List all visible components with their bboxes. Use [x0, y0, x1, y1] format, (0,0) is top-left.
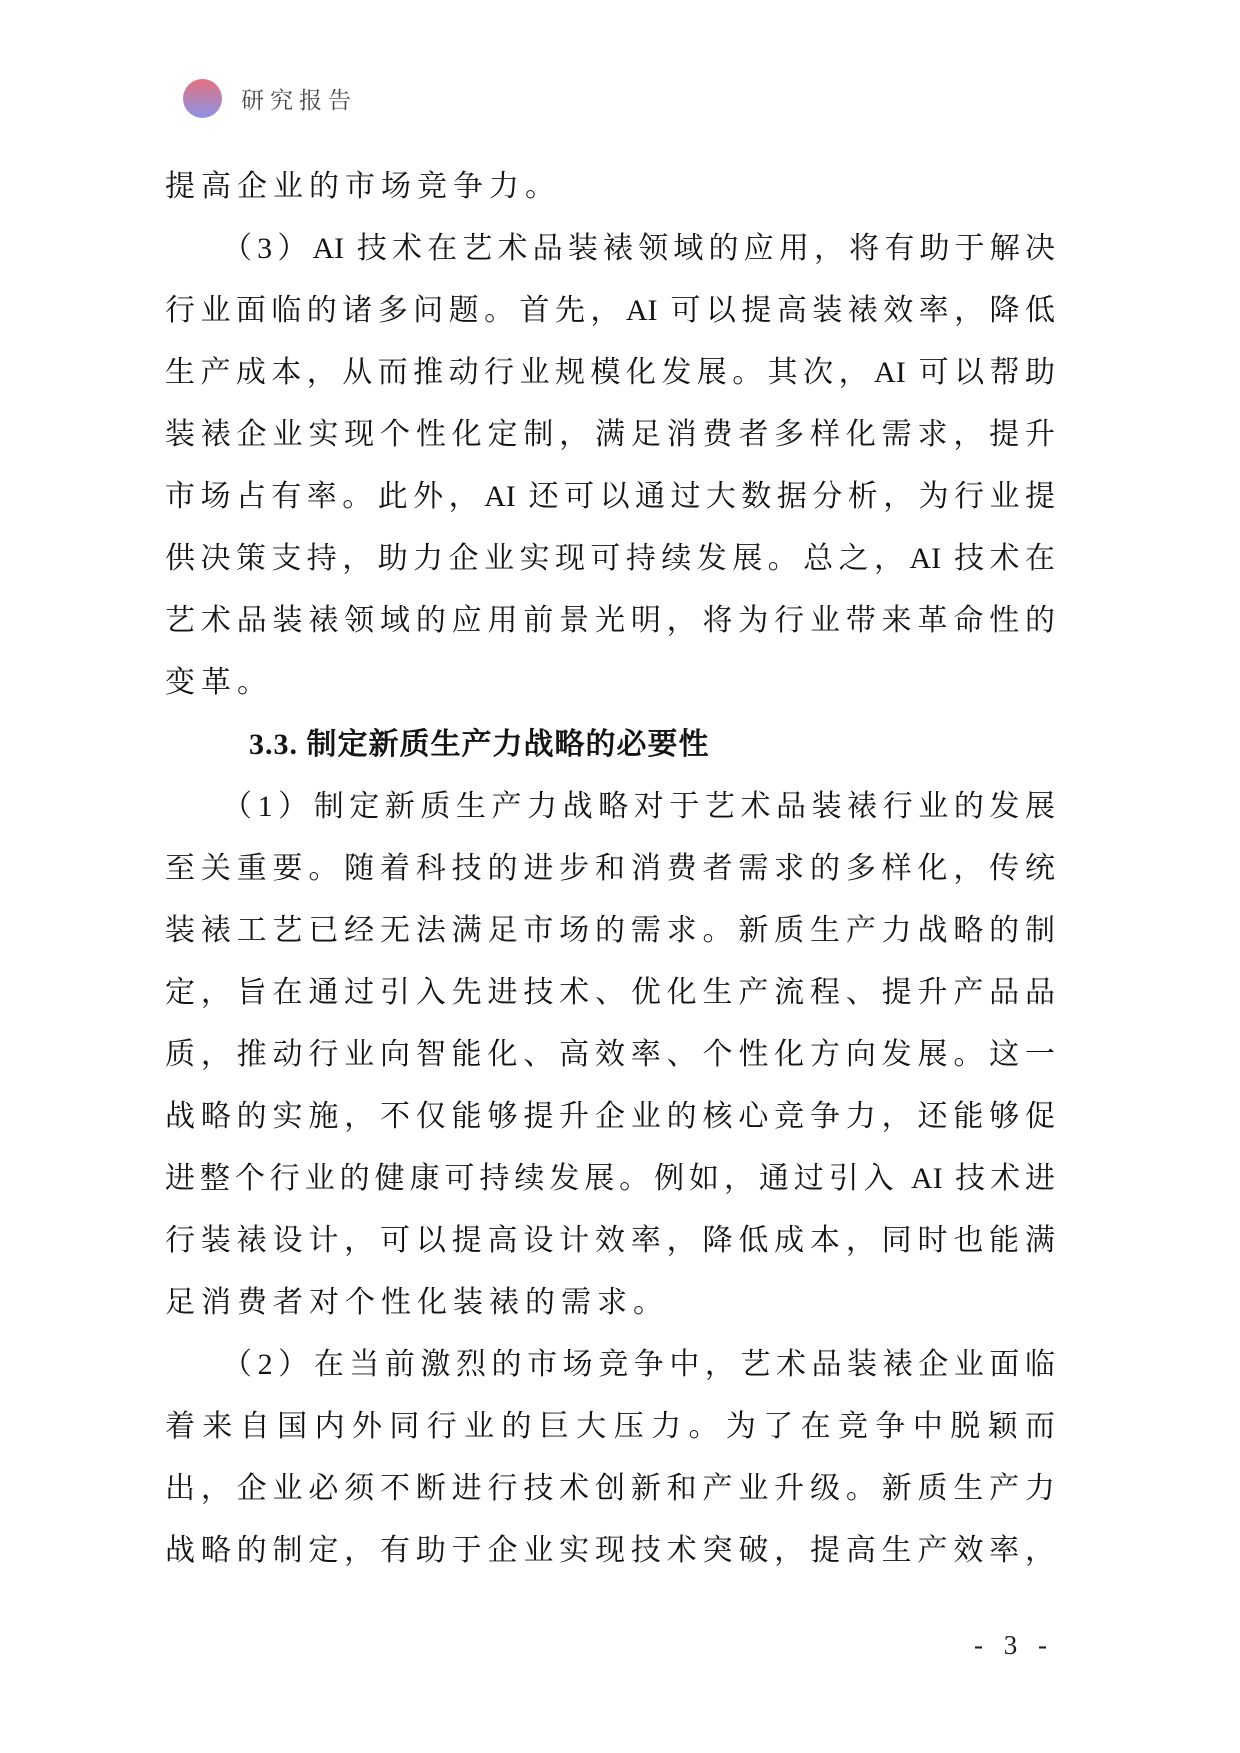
text-line: 供决策支持，助力企业实现可持续发展。总之，AI 技术在 — [165, 542, 1055, 575]
report-header — [183, 79, 357, 118]
text-line: 质，推动行业向智能化、高效率、个性化方向发展。这一 — [165, 1038, 1055, 1071]
text-line: 着来自国内外同行业的巨大压力。为了在竞争中脱颖而 — [165, 1410, 1055, 1443]
text-line: 战略的实施，不仅能够提升企业的核心竞争力，还能够促 — [165, 1100, 1055, 1133]
text-line: 战略的制定，有助于企业实现技术突破，提高生产效率， — [165, 1534, 1055, 1567]
text-line: 行装裱设计，可以提高设计效率，降低成本，同时也能满 — [165, 1224, 1055, 1257]
text-line: 装裱工艺已经无法满足市场的需求。新质生产力战略的制 — [165, 914, 1055, 947]
text-line: 至关重要。随着科技的进步和消费者需求的多样化，传统 — [165, 852, 1055, 885]
brand-logo-icon — [183, 79, 222, 118]
text-line: 进整个行业的健康可持续发展。例如，通过引入 AI 技术进 — [165, 1162, 1055, 1195]
section-heading: 3.3. 制定新质生产力战略的必要性 — [249, 728, 710, 761]
page-number: - 3 - — [974, 1630, 1054, 1660]
text-line: （3）AI 技术在艺术品装裱领域的应用，将有助于解决 — [222, 232, 1055, 265]
text-line: （1）制定新质生产力战略对于艺术品装裱行业的发展 — [222, 790, 1055, 823]
text-line: 装裱企业实现个性化定制，满足消费者多样化需求，提升 — [165, 418, 1055, 451]
text-line: 提高企业的市场竞争力。 — [165, 170, 561, 203]
text-line: 变革。 — [165, 666, 273, 699]
text-line: （2）在当前激烈的市场竞争中，艺术品装裱企业面临 — [222, 1348, 1055, 1381]
document-body — [165, 156, 1055, 1582]
text-line: 生产成本，从而推动行业规模化发展。其次，AI 可以帮助 — [165, 356, 1055, 389]
text-line: 足消费者对个性化装裱的需求。 — [165, 1286, 669, 1319]
text-line: 出，企业必须不断进行技术创新和产业升级。新质生产力 — [165, 1472, 1055, 1505]
text-line: 市场占有率。此外，AI 还可以通过大数据分析，为行业提 — [165, 480, 1055, 513]
text-line: 行业面临的诸多问题。首先，AI 可以提高装裱效率，降低 — [165, 294, 1055, 327]
text-line: 定，旨在通过引入先进技术、优化生产流程、提升产品品 — [165, 976, 1055, 1009]
brand-label: 研究报告 — [241, 88, 357, 113]
text-line: 艺术品装裱领域的应用前景光明，将为行业带来革命性的 — [165, 604, 1055, 637]
